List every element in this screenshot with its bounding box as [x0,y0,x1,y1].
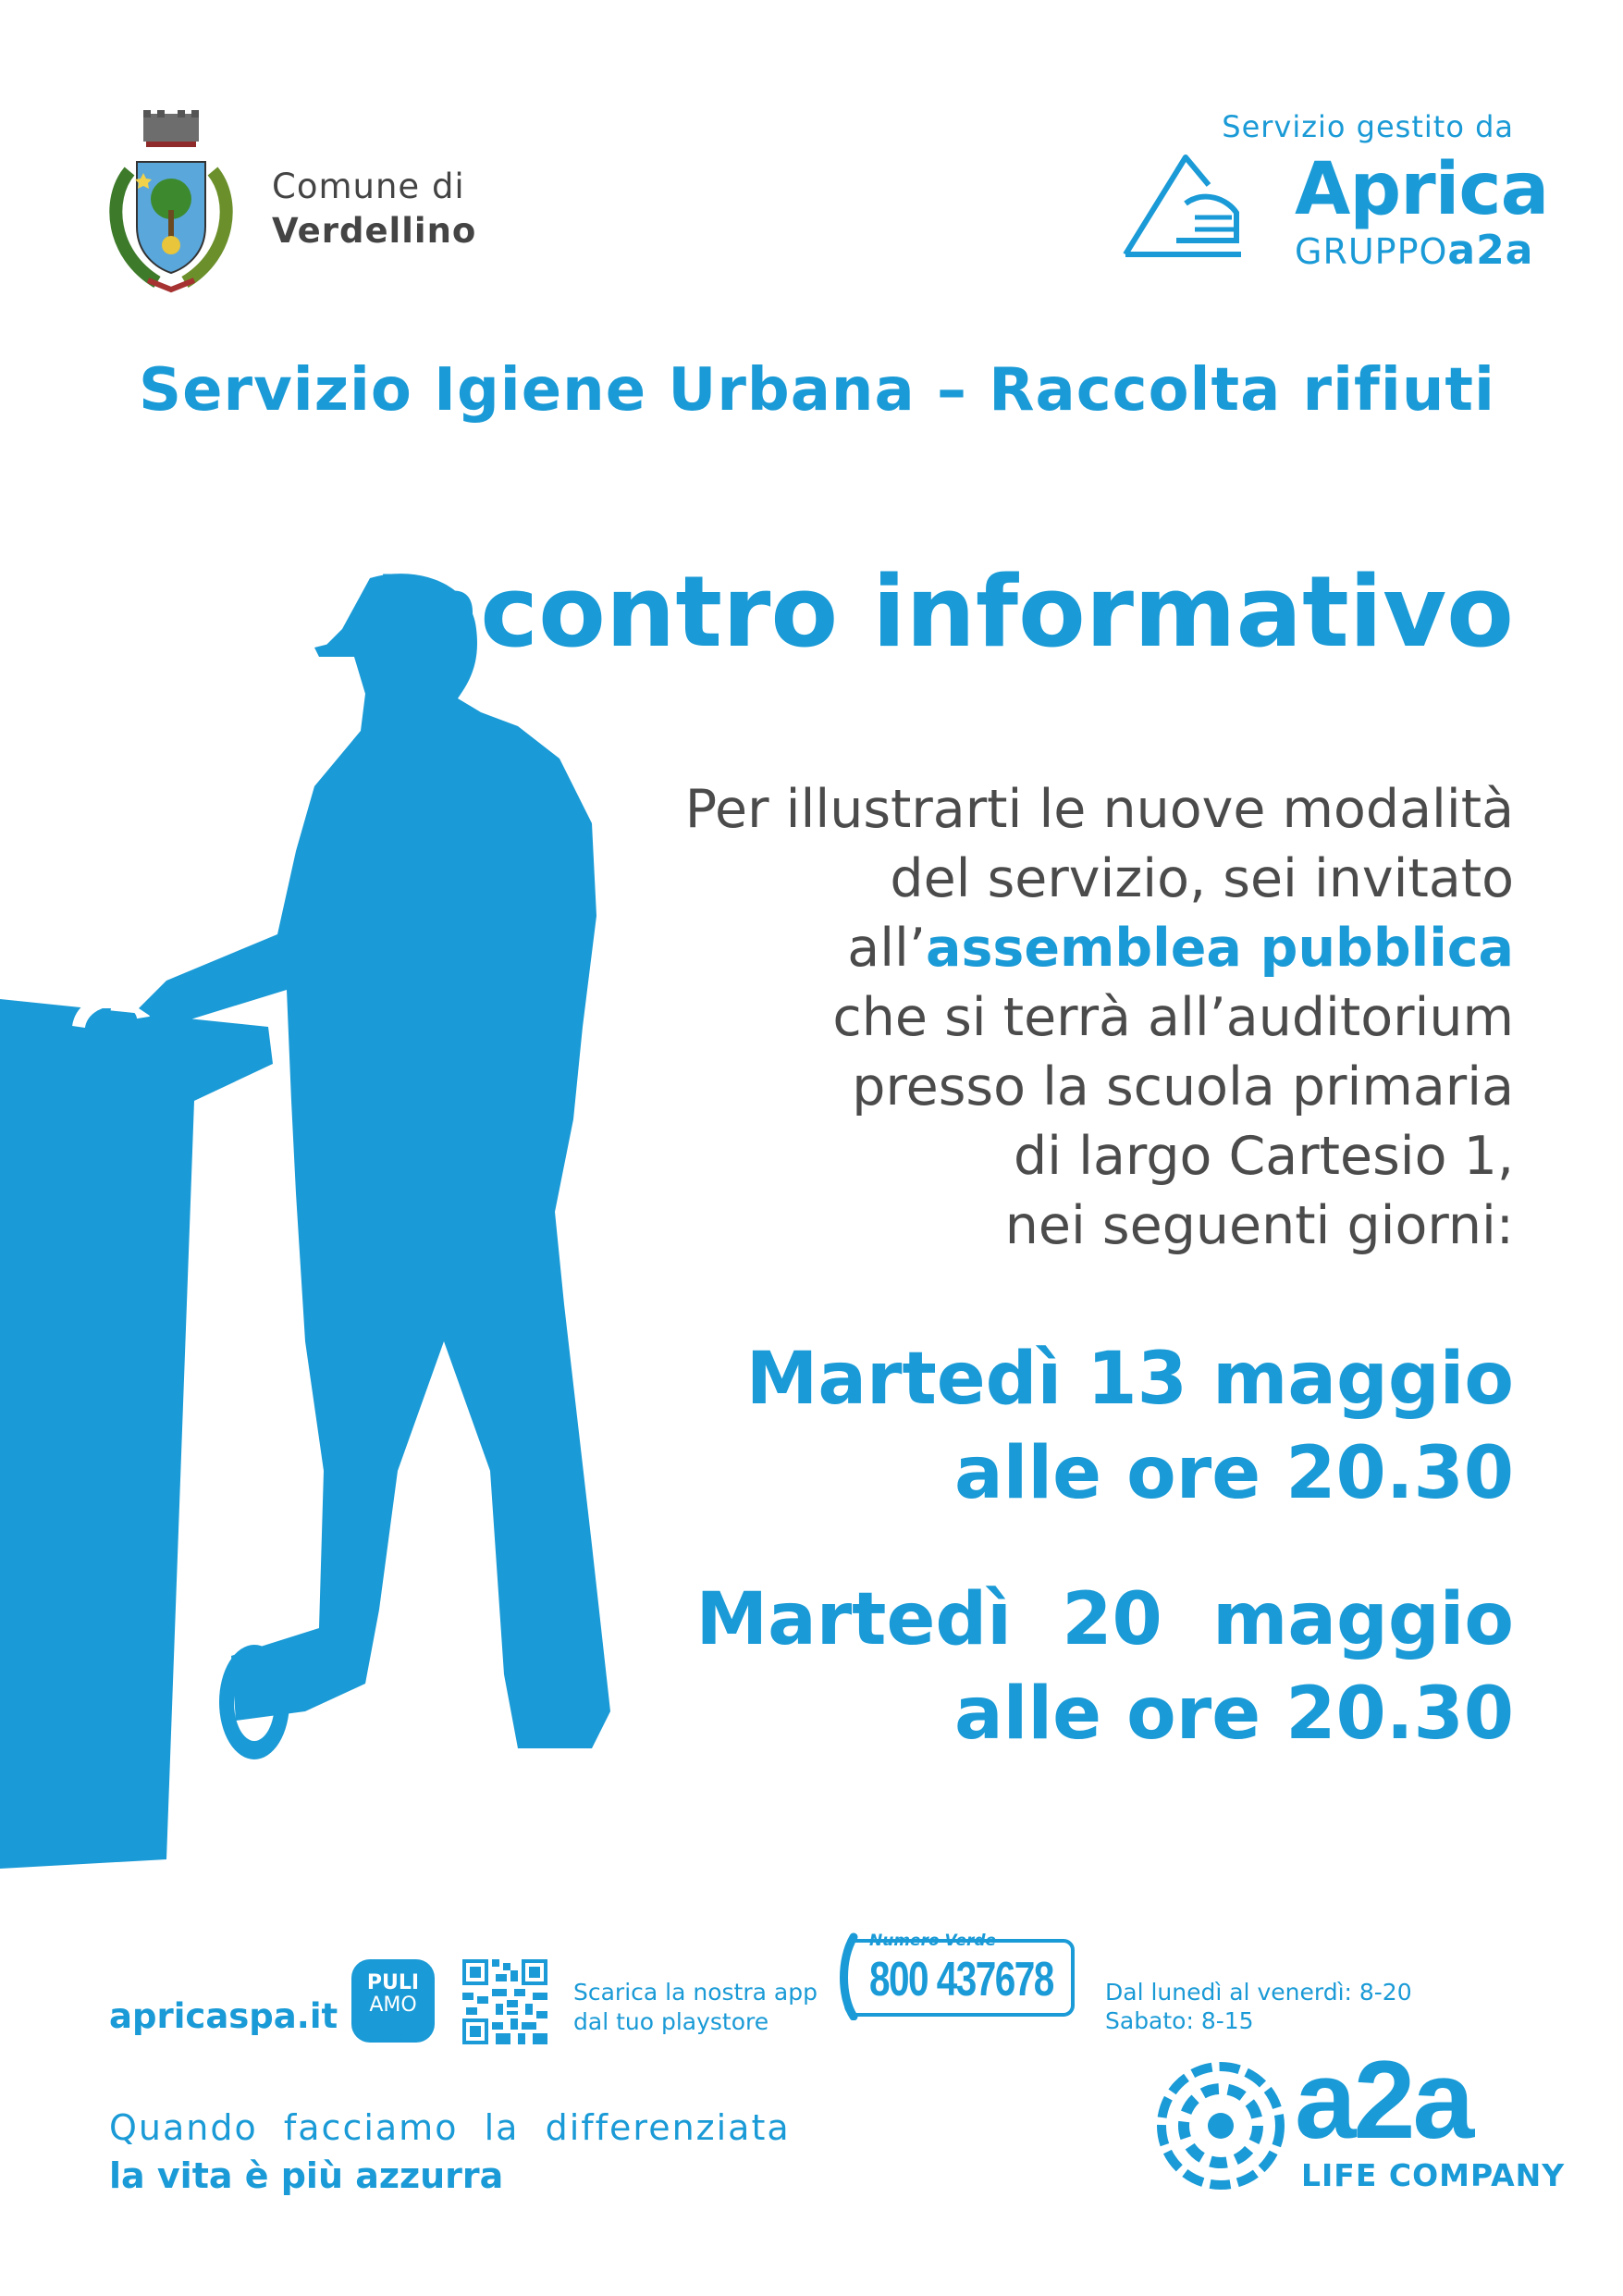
intro-line: nei seguenti giorni: [1004,1195,1514,1256]
service-title: Servizio Igiene Urbana – Raccolta rifiuti [139,356,1495,425]
app-text-line1: Scarica la nostra app [573,1979,818,2006]
slogan-line2: la vita è più azzurra [109,2155,504,2196]
intro-line [685,914,1514,983]
a2a-sphere-logo-icon [1156,2061,1285,2191]
intro-line: di largo Cartesio 1, [1014,1126,1514,1187]
worker-silhouette-icon [0,546,647,1878]
comune-crest-icon [102,106,240,301]
intro-line: Per illustrarti le nuove modalità [684,779,1514,840]
meeting-time: alle ore 20.30 [954,1673,1514,1756]
service-hours [1105,1978,1412,2035]
aprica-group-brand: a2a [1447,227,1534,274]
aprica-hand-logo-icon [1121,148,1241,268]
app-icon-line1: PULI [366,1971,420,1994]
app-icon-brand: a2a [377,2028,405,2045]
hours-weekdays: Dal lunedì al venerdì: 8-20 [1105,1979,1412,2006]
meeting-date-1 [746,1332,1514,1521]
aprica-group-text: GRUPPO [1295,231,1448,272]
headline: Incontro informativo [374,555,1514,669]
app-download-text [573,1978,818,2037]
meeting-date-2 [695,1573,1514,1761]
a2a-tagline: LIFE COMPANY [1301,2157,1566,2193]
qr-code-icon[interactable] [462,1959,547,2044]
managed-by-label: Servizio gestito da [1222,109,1514,144]
numero-verde-number[interactable]: 800 437678 [869,1953,1053,2006]
meeting-day: Martedì 20 maggio [695,1578,1514,1661]
a2a-brand: a2a [1295,2038,1472,2162]
intro-line-prefix: all’ [847,918,926,979]
intro-paragraph [685,775,1514,1261]
aprica-brand-name: Aprica [1295,148,1549,231]
website-link[interactable]: apricaspa.it [109,1996,338,2036]
intro-line: presso la scuola primaria [852,1056,1514,1117]
meeting-time: alle ore 20.30 [954,1432,1514,1515]
comune-label: Comune di [272,167,465,206]
intro-line: che si terrà all’auditorium [832,987,1514,1048]
comune-name: Verdellino [272,211,477,251]
assembly-highlight: assemblea pubblica [926,918,1514,979]
meeting-day: Martedì 13 maggio [745,1338,1514,1421]
hours-saturday: Sabato: 8-15 [1105,2007,1254,2034]
slogan-line1: Quando facciamo la differenziata [109,2107,791,2148]
aprica-group-label [1295,227,1533,274]
app-icon-line2: AMO [369,1994,417,2017]
app-text-line2: dal tuo playstore [573,2008,769,2035]
numero-verde-label: Numero Verde [869,1932,997,1950]
intro-line: del servizio, sei invitato [890,848,1514,909]
